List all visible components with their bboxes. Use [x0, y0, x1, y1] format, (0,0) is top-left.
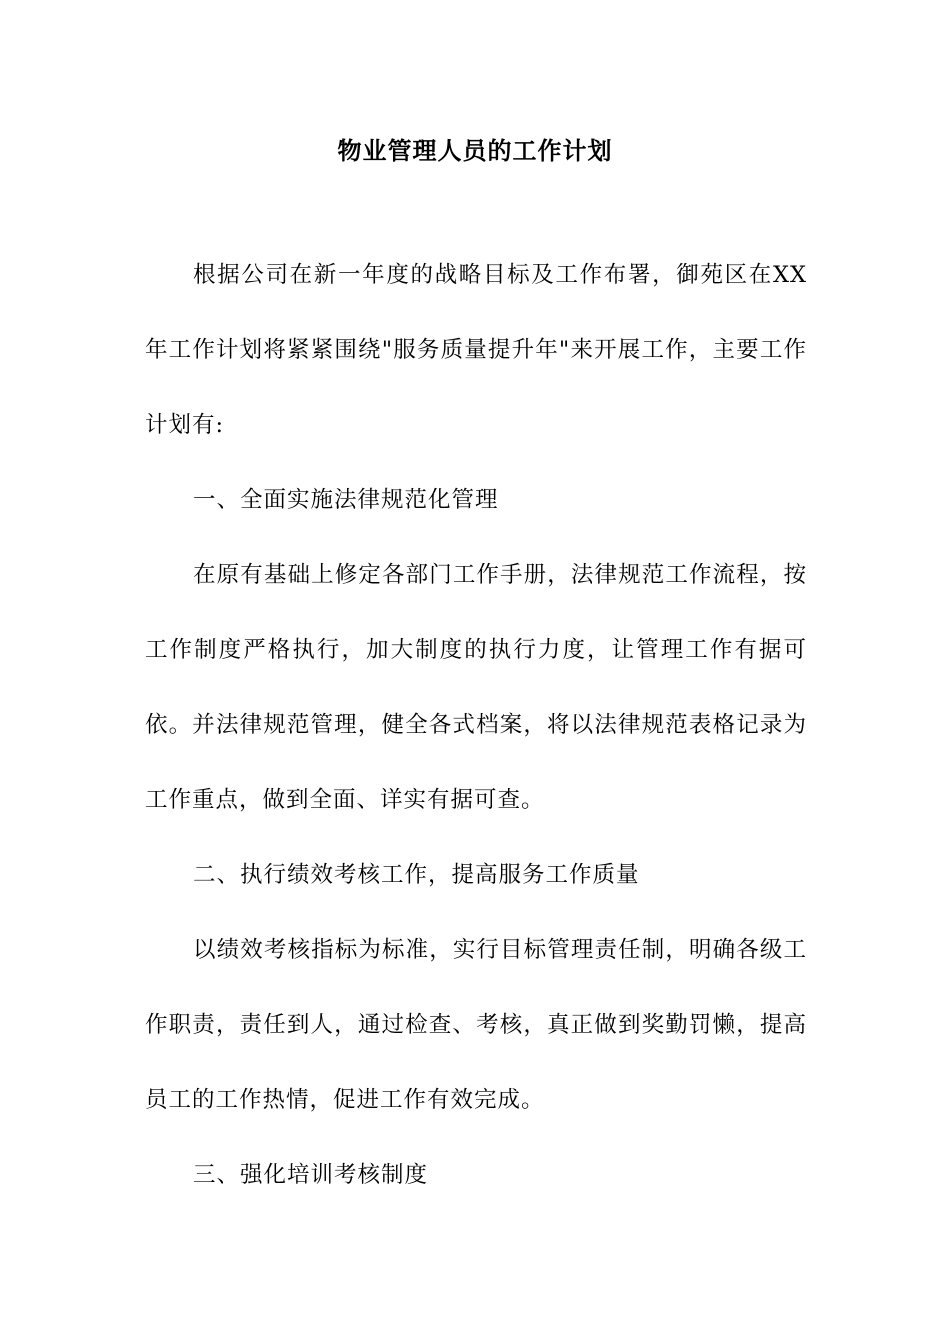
section-1-paragraph: 在原有基础上修定各部门工作手册，法律规范工作流程，按工作制度严格执行，加大制度的执行力度，让管理工作有据可依。并法律规范管理，健全各式档案，将以法律规范表格记录为工作重点，做到全面、详实有据可查。 [145, 562, 807, 813]
section-2-paragraph: 以绩效考核指标为标准，实行目标管理责任制，明确各级工作职责，责任到人，通过检查、考核，真正做到奖勤罚懒，提高员工的工作热情，促进工作有效完成。 [145, 937, 807, 1113]
section-heading-2: 二、执行绩效考核工作，提高服务工作质量 [193, 862, 640, 888]
document-body [145, 238, 807, 1213]
intro-paragraph: 根据公司在新一年度的战略目标及工作布署，御苑区在XX年工作计划将紧紧围绕"服务质量提升年"来开展工作，主要工作计划有: [145, 262, 807, 438]
section-heading-1: 一、全面实施法律规范化管理 [193, 487, 499, 513]
document-title: 物业管理人员的工作计划 [337, 136, 613, 165]
section-heading-3: 三、强化培训考核制度 [193, 1162, 429, 1188]
